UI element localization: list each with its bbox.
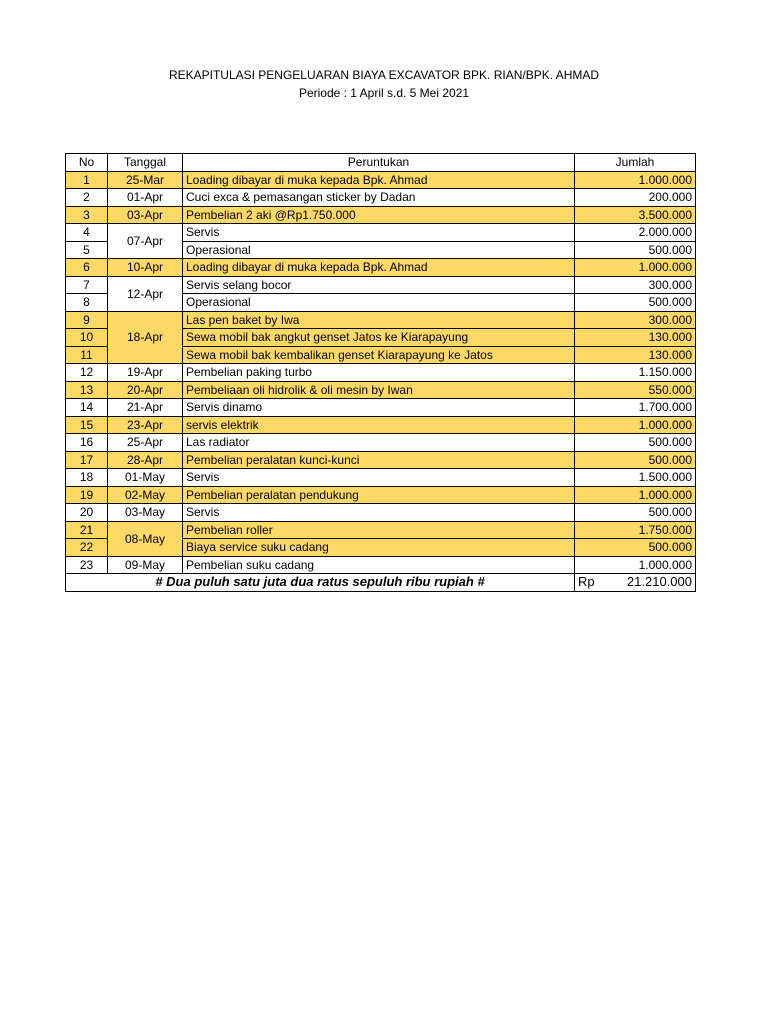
row-purpose: Loading dibayar di muka kepada Bpk. Ahmad (183, 171, 575, 189)
row-no: 1 (66, 171, 108, 189)
expense-table (65, 153, 696, 592)
row-no: 18 (66, 469, 108, 487)
row-amount: 500.000 (575, 504, 696, 522)
row-purpose: Pembelian roller (183, 521, 575, 539)
row-no: 15 (66, 416, 108, 434)
row-purpose: Servis selang bocor (183, 276, 575, 294)
row-no: 17 (66, 451, 108, 469)
table-row (66, 276, 696, 294)
row-no: 14 (66, 399, 108, 417)
row-date: 28-Apr (108, 451, 183, 469)
row-date: 12-Apr (108, 276, 183, 311)
row-amount: 3.500.000 (575, 206, 696, 224)
row-no: 6 (66, 259, 108, 277)
row-purpose: Pembelian peralatan pendukung (183, 486, 575, 504)
row-no: 8 (66, 294, 108, 312)
table-row (66, 171, 696, 189)
row-date: 01-Apr (108, 189, 183, 207)
row-amount: 1.150.000 (575, 364, 696, 382)
row-amount: 300.000 (575, 276, 696, 294)
row-purpose: Pembelian suku cadang (183, 556, 575, 574)
row-no: 7 (66, 276, 108, 294)
table-row (66, 556, 696, 574)
table-header-row (66, 154, 696, 172)
row-purpose: Servis (183, 469, 575, 487)
table-row (66, 416, 696, 434)
column-header-no: No (66, 154, 108, 172)
row-purpose: Pembelian peralatan kunci-kunci (183, 451, 575, 469)
row-purpose: Loading dibayar di muka kepada Bpk. Ahmad (183, 259, 575, 277)
column-header-jumlah: Jumlah (575, 154, 696, 172)
table-row (66, 451, 696, 469)
row-purpose: servis elektrik (183, 416, 575, 434)
row-amount: 500.000 (575, 241, 696, 259)
total-in-words: # Dua puluh satu juta dua ratus sepuluh ribu rupiah # (66, 574, 575, 592)
row-amount: 1.000.000 (575, 556, 696, 574)
total-amount-cell (575, 574, 696, 592)
row-no: 13 (66, 381, 108, 399)
row-no: 16 (66, 434, 108, 452)
row-purpose: Pembeliaan oli hidrolik & oli mesin by Iwan (183, 381, 575, 399)
row-no: 10 (66, 329, 108, 347)
row-purpose: Sewa mobil bak kembalikan genset Kiarapayung ke Jatos (183, 346, 575, 364)
row-amount: 500.000 (575, 294, 696, 312)
row-purpose: Las pen baket by Iwa (183, 311, 575, 329)
row-date: 03-Apr (108, 206, 183, 224)
row-no: 4 (66, 224, 108, 242)
row-purpose: Servis dinamo (183, 399, 575, 417)
table-row (66, 434, 696, 452)
row-purpose: Cuci exca & pemasangan sticker by Dadan (183, 189, 575, 207)
row-amount: 1.000.000 (575, 171, 696, 189)
table-row (66, 259, 696, 277)
table-row (66, 364, 696, 382)
total-row (66, 574, 696, 592)
row-amount: 1.000.000 (575, 416, 696, 434)
table-row (66, 486, 696, 504)
row-no: 19 (66, 486, 108, 504)
table-row (66, 469, 696, 487)
table-body (66, 171, 696, 591)
row-date: 07-Apr (108, 224, 183, 259)
table-row (66, 521, 696, 539)
row-date: 10-Apr (108, 259, 183, 277)
table-row (66, 311, 696, 329)
row-amount: 300.000 (575, 311, 696, 329)
row-no: 12 (66, 364, 108, 382)
row-purpose: Las radiator (183, 434, 575, 452)
column-header-peruntukan: Peruntukan (183, 154, 575, 172)
table-row (66, 504, 696, 522)
row-date: 19-Apr (108, 364, 183, 382)
row-amount: 2.000.000 (575, 224, 696, 242)
row-purpose: Sewa mobil bak angkut genset Jatos ke Kiarapayung (183, 329, 575, 347)
row-amount: 500.000 (575, 434, 696, 452)
row-amount: 1.700.000 (575, 399, 696, 417)
row-date: 25-Mar (108, 171, 183, 189)
table-row (66, 189, 696, 207)
row-date: 25-Apr (108, 434, 183, 452)
row-no: 21 (66, 521, 108, 539)
row-no: 23 (66, 556, 108, 574)
row-date: 21-Apr (108, 399, 183, 417)
row-date: 20-Apr (108, 381, 183, 399)
row-purpose: Biaya service suku cadang (183, 539, 575, 557)
total-amount: 21.210.000 (626, 574, 692, 590)
row-purpose: Operasional (183, 294, 575, 312)
row-amount: 500.000 (575, 451, 696, 469)
row-amount: 1.500.000 (575, 469, 696, 487)
row-amount: 500.000 (575, 539, 696, 557)
row-purpose: Servis (183, 224, 575, 242)
row-date: 23-Apr (108, 416, 183, 434)
row-no: 2 (66, 189, 108, 207)
row-amount: 1.000.000 (575, 486, 696, 504)
row-amount: 130.000 (575, 346, 696, 364)
row-date: 18-Apr (108, 311, 183, 364)
table-row (66, 224, 696, 242)
report-title: REKAPITULASI PENGELUARAN BIAYA EXCAVATOR BPK. RIAN/BPK. AHMAD (168, 68, 600, 82)
table-row (66, 399, 696, 417)
row-no: 5 (66, 241, 108, 259)
row-amount: 550.000 (575, 381, 696, 399)
row-amount: 1.750.000 (575, 521, 696, 539)
row-date: 02-May (108, 486, 183, 504)
row-date: 08-May (108, 521, 183, 556)
row-date: 09-May (108, 556, 183, 574)
row-amount: 1.000.000 (575, 259, 696, 277)
report-period: Periode : 1 April s.d. 5 Mei 2021 (298, 86, 470, 100)
row-purpose: Servis (183, 504, 575, 522)
row-no: 22 (66, 539, 108, 557)
row-purpose: Operasional (183, 241, 575, 259)
table-row (66, 206, 696, 224)
table-row (66, 381, 696, 399)
row-date: 03-May (108, 504, 183, 522)
row-no: 11 (66, 346, 108, 364)
row-amount: 200.000 (575, 189, 696, 207)
currency-label: Rp (578, 574, 595, 590)
column-header-tanggal: Tanggal (108, 154, 183, 172)
row-date: 01-May (108, 469, 183, 487)
row-no: 3 (66, 206, 108, 224)
row-purpose: Pembelian paking turbo (183, 364, 575, 382)
row-amount: 130.000 (575, 329, 696, 347)
row-no: 9 (66, 311, 108, 329)
row-purpose: Pembelian 2 aki @Rp1.750.000 (183, 206, 575, 224)
row-no: 20 (66, 504, 108, 522)
